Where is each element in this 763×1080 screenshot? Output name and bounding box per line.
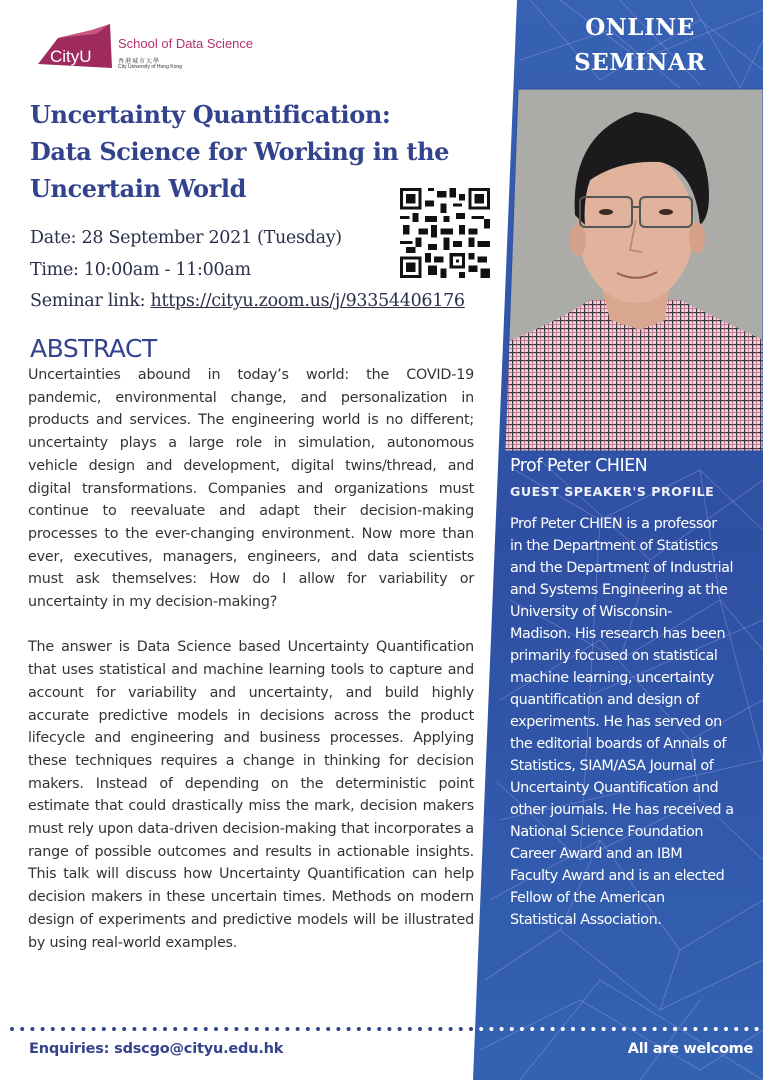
divider-dot bbox=[408, 1027, 412, 1031]
divider-dot bbox=[642, 1027, 646, 1031]
bio-line: Statistical Association. bbox=[510, 912, 662, 928]
bio-line: National Science Foundation bbox=[510, 824, 704, 840]
divider-dot bbox=[632, 1027, 636, 1031]
divider-dot bbox=[173, 1027, 177, 1031]
divider-dot bbox=[81, 1027, 85, 1031]
divider-dot bbox=[520, 1027, 524, 1031]
abstract-paragraph: The answer is Data Science based Uncertainty Quantification that uses statistical and machine learning tools to capture and account for variability and uncertainty, and build highly accurate predictive models in decisions across the product lifecycle and engineering and business processes. Applying these techniques requires a change in thinking for decision makers. Instead of depending on the deterministic point estimate that could drastically miss the mark, decision makers must rely upon data-driven decision-making that incorporates a range of possible outcomes and results in actionable insights. This talk will discuss how Uncertainty Quantification can help decision makers in these uncertain times. Methods on modern design of experiments and predictive models will be illustrated by using real-world examples. bbox=[28, 639, 474, 951]
divider-dot bbox=[30, 1027, 34, 1031]
title-line: Uncertainty Quantification: bbox=[30, 100, 391, 129]
bio-line: the editorial boards of Annals of bbox=[510, 736, 726, 752]
divider-dot bbox=[306, 1027, 310, 1031]
divider-dot bbox=[418, 1027, 422, 1031]
divider-dot bbox=[704, 1027, 708, 1031]
divider-dot bbox=[71, 1027, 75, 1031]
bio-line: in the Department of Statistics bbox=[510, 538, 718, 554]
divider-dot bbox=[10, 1027, 14, 1031]
banner-line: SEMINAR bbox=[574, 49, 706, 76]
divider-dot bbox=[214, 1027, 218, 1031]
online-seminar-banner bbox=[517, 10, 763, 80]
divider-dot bbox=[510, 1027, 514, 1031]
divider-dot bbox=[663, 1027, 667, 1031]
divider-dot bbox=[296, 1027, 300, 1031]
divider-dot bbox=[275, 1027, 279, 1031]
divider-dot bbox=[194, 1027, 198, 1031]
seminar-link-label: Seminar link: bbox=[30, 291, 151, 311]
school-name: School of Data Science bbox=[118, 36, 254, 51]
bio-line: other journals. He has received a bbox=[510, 802, 734, 818]
divider-dot bbox=[459, 1027, 463, 1031]
speaker-bio bbox=[510, 513, 760, 931]
divider-dot bbox=[744, 1027, 748, 1031]
enquiries-contact: Enquiries: sdscgo@cityu.edu.hk bbox=[29, 1041, 284, 1057]
divider-dot bbox=[132, 1027, 136, 1031]
bio-line: Uncertainty Quantification and bbox=[510, 780, 719, 796]
divider-dot bbox=[489, 1027, 493, 1031]
divider-dot bbox=[612, 1027, 616, 1031]
bio-line: Madison. His research has been bbox=[510, 626, 726, 642]
divider-dot bbox=[20, 1027, 24, 1031]
abstract-heading: ABSTRACT bbox=[30, 334, 157, 363]
dotted-divider bbox=[0, 1023, 763, 1035]
university-english-name: City University of Hong Kong bbox=[118, 64, 182, 70]
divider-dot bbox=[449, 1027, 453, 1031]
cityu-logo bbox=[36, 24, 116, 72]
abstract-paragraph: Uncertainties abound in today’s world: the COVID-19 pandemic, environmental change, and personalization in products and services. The engineering world is no different; uncertainty plays a large role in simulation, autonomous vehicle design and development, digital twins/thread, and digital transformations. Companies and organizations must continue to reevaluate and adapt their decision-making processes to the ever-changing environment. Now more than ever, executives, managers, engineers, and data scientists must ask themselves: How do I allow for variability or uncertainty in my decision-making? bbox=[28, 367, 474, 611]
title-line: Data Science for Working in the bbox=[30, 137, 450, 166]
divider-dot bbox=[387, 1027, 391, 1031]
divider-dot bbox=[714, 1027, 718, 1031]
divider-dot bbox=[347, 1027, 351, 1031]
divider-dot bbox=[377, 1027, 381, 1031]
divider-dot bbox=[530, 1027, 534, 1031]
divider-dot bbox=[224, 1027, 228, 1031]
divider-dot bbox=[367, 1027, 371, 1031]
divider-dot bbox=[336, 1027, 340, 1031]
seminar-link[interactable]: https://cityu.zoom.us/j/93354406176 bbox=[150, 291, 465, 311]
divider-dot bbox=[245, 1027, 249, 1031]
bio-line: and Systems Engineering at the bbox=[510, 582, 728, 598]
divider-dot bbox=[122, 1027, 126, 1031]
divider-dot bbox=[316, 1027, 320, 1031]
divider-dot bbox=[102, 1027, 106, 1031]
divider-dot bbox=[591, 1027, 595, 1031]
bio-line: Faculty Award and is an elected bbox=[510, 868, 725, 884]
svg-text:CityU: CityU bbox=[50, 47, 92, 66]
divider-dot bbox=[693, 1027, 697, 1031]
divider-dot bbox=[326, 1027, 330, 1031]
bio-line: machine learning, uncertainty bbox=[510, 670, 714, 686]
divider-dot bbox=[500, 1027, 504, 1031]
divider-dot bbox=[255, 1027, 259, 1031]
bio-line: and the Department of Industrial bbox=[510, 560, 734, 576]
divider-dot bbox=[112, 1027, 116, 1031]
event-time: Time: 10:00am - 11:00am bbox=[30, 260, 251, 280]
divider-dot bbox=[92, 1027, 96, 1031]
speaker-profile-heading: GUEST SPEAKER'S PROFILE bbox=[510, 484, 715, 499]
event-date: Date: 28 September 2021 (Tuesday) bbox=[30, 228, 342, 248]
divider-dot bbox=[398, 1027, 402, 1031]
divider-dot bbox=[581, 1027, 585, 1031]
divider-dot bbox=[183, 1027, 187, 1031]
bio-line: quantification and design of bbox=[510, 692, 700, 708]
bio-line: Statistics, SIAM/ASA Journal of bbox=[510, 758, 714, 774]
divider-dot bbox=[540, 1027, 544, 1031]
divider-dot bbox=[143, 1027, 147, 1031]
bio-line: primarily focused on statistical bbox=[510, 648, 718, 664]
bio-line: experiments. He has served on bbox=[510, 714, 722, 730]
speaker-name: Prof Peter CHIEN bbox=[510, 456, 648, 476]
divider-dot bbox=[265, 1027, 269, 1031]
divider-dot bbox=[357, 1027, 361, 1031]
divider-dot bbox=[153, 1027, 157, 1031]
all-welcome-note: All are welcome bbox=[627, 1041, 753, 1057]
divider-dot bbox=[734, 1027, 738, 1031]
bio-line: University of Wisconsin- bbox=[510, 604, 672, 620]
divider-dot bbox=[561, 1027, 565, 1031]
divider-dot bbox=[285, 1027, 289, 1031]
divider-dot bbox=[755, 1027, 759, 1031]
divider-dot bbox=[204, 1027, 208, 1031]
bio-line: Fellow of the American bbox=[510, 890, 665, 906]
bio-line: Prof Peter CHIEN is a professor bbox=[510, 516, 717, 532]
divider-dot bbox=[551, 1027, 555, 1031]
divider-dot bbox=[51, 1027, 55, 1031]
abstract-body bbox=[28, 364, 474, 954]
divider-dot bbox=[428, 1027, 432, 1031]
divider-dot bbox=[653, 1027, 657, 1031]
divider-dot bbox=[724, 1027, 728, 1031]
divider-dot bbox=[469, 1027, 473, 1031]
title-line: Uncertain World bbox=[30, 174, 247, 203]
university-chinese-name: 香港城市大學 bbox=[118, 58, 161, 65]
divider-dot bbox=[41, 1027, 45, 1031]
divider-dot bbox=[571, 1027, 575, 1031]
divider-dot bbox=[622, 1027, 626, 1031]
divider-dot bbox=[438, 1027, 442, 1031]
divider-dot bbox=[673, 1027, 677, 1031]
banner-line: ONLINE bbox=[585, 14, 695, 41]
divider-dot bbox=[602, 1027, 606, 1031]
seminar-link-row bbox=[30, 291, 465, 311]
divider-dot bbox=[61, 1027, 65, 1031]
bio-line: Career Award and an IBM bbox=[510, 846, 683, 862]
qr-code-icon[interactable] bbox=[400, 188, 490, 278]
divider-dot bbox=[683, 1027, 687, 1031]
divider-dot bbox=[163, 1027, 167, 1031]
divider-dot bbox=[234, 1027, 238, 1031]
divider-dot bbox=[479, 1027, 483, 1031]
